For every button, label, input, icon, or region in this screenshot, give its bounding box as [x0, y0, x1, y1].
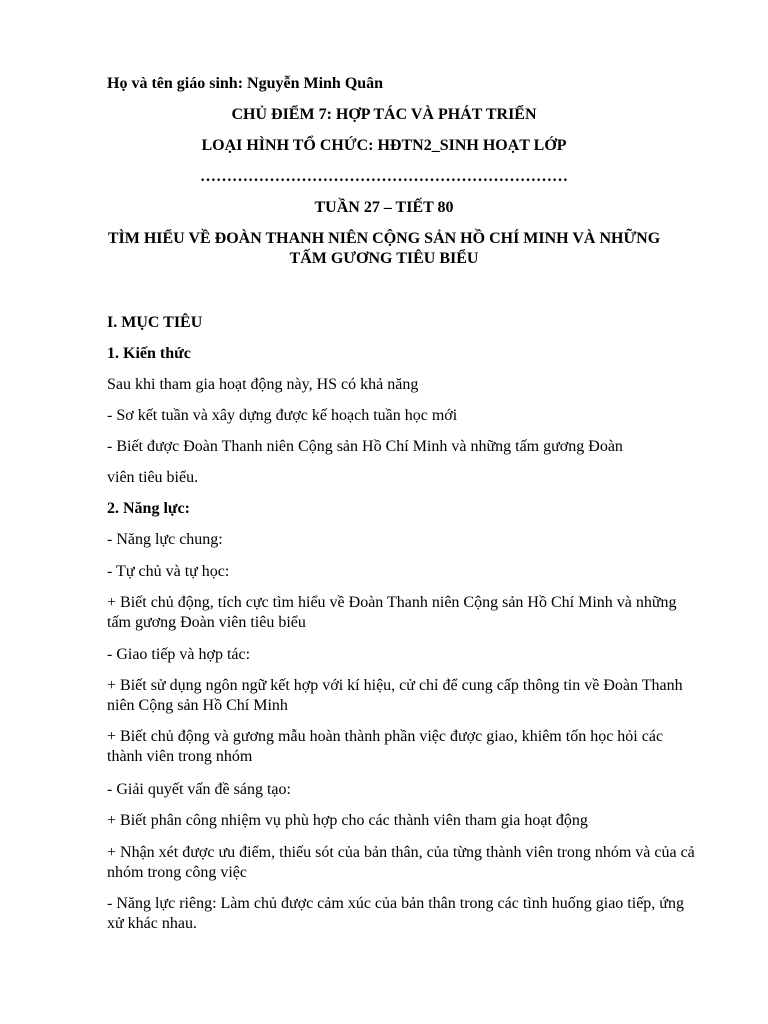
week-heading: TUẦN 27 – TIẾT 80 [314, 199, 454, 216]
general-competence: - Năng lực chung: [107, 531, 223, 548]
knowledge-item: - Biết được Đoàn Thanh niên Cộng sản Hồ Chí Minh và những tấm gương Đoàn [107, 438, 623, 455]
knowledge-item-continuation: viên tiêu biểu. [107, 469, 199, 486]
title-line-2: TẤM GƯƠNG TIÊU BIỂU [289, 250, 479, 267]
subheading-knowledge: 1. Kiến thức [107, 345, 191, 362]
self-study-item: + Biết chủ động, tích cực tìm hiểu về Đoàn Thanh niên Cộng sản Hồ Chí Minh và những tấm gương Đoàn viên tiêu biểu [107, 594, 677, 631]
title-line-1: TÌM HIỂU VỀ ĐOÀN THANH NIÊN CỘNG SẢN HỒ CHÍ MINH VÀ NHỮNG [107, 230, 661, 247]
problem-solving-item: + Nhận xét được ưu điểm, thiếu sót của bản thân, của từng thành viên trong nhóm và của cả nhóm trong công việc [107, 844, 695, 881]
problem-solving-item: + Biết phân công nhiệm vụ phù hợp cho các thành viên tham gia hoạt động [107, 812, 588, 829]
specific-competence: - Năng lực riêng: Làm chủ được cảm xúc của bản thân trong các tình huống giao tiếp, ứng xử khác nhau. [107, 895, 684, 932]
separator: …………………………………………………………… [200, 168, 568, 185]
communication-item: + Biết sử dụng ngôn ngữ kết hợp với kí hiệu, cử chỉ để cung cấp thông tin về Đoàn Thanh niên Cộng sản Hồ Chí Minh [107, 677, 683, 714]
problem-solving-heading: - Giải quyết vấn đề sáng tạo: [107, 781, 291, 798]
knowledge-intro: Sau khi tham gia hoạt động này, HS có khả năng [107, 376, 419, 393]
author-line: Họ và tên giáo sinh: Nguyễn Minh Quân [107, 75, 384, 92]
self-study-heading: - Tự chủ và tự học: [107, 563, 230, 580]
section-heading-objectives: I. MỤC TIÊU [107, 314, 203, 331]
activity-type-heading: LOẠI HÌNH TỔ CHỨC: HĐTN2_SINH HOẠT LỚP [201, 137, 567, 154]
subheading-competence: 2. Năng lực: [107, 500, 190, 517]
knowledge-item: - Sơ kết tuần và xây dựng được kế hoạch tuần học mới [107, 407, 458, 424]
theme-heading: CHỦ ĐIỂM 7: HỢP TÁC VÀ PHÁT TRIỂN [231, 106, 537, 123]
communication-heading: - Giao tiếp và hợp tác: [107, 646, 251, 663]
communication-item: + Biết chủ động và gương mẫu hoàn thành phần việc được giao, khiêm tốn học hỏi các thành viên trong nhóm [107, 728, 664, 765]
